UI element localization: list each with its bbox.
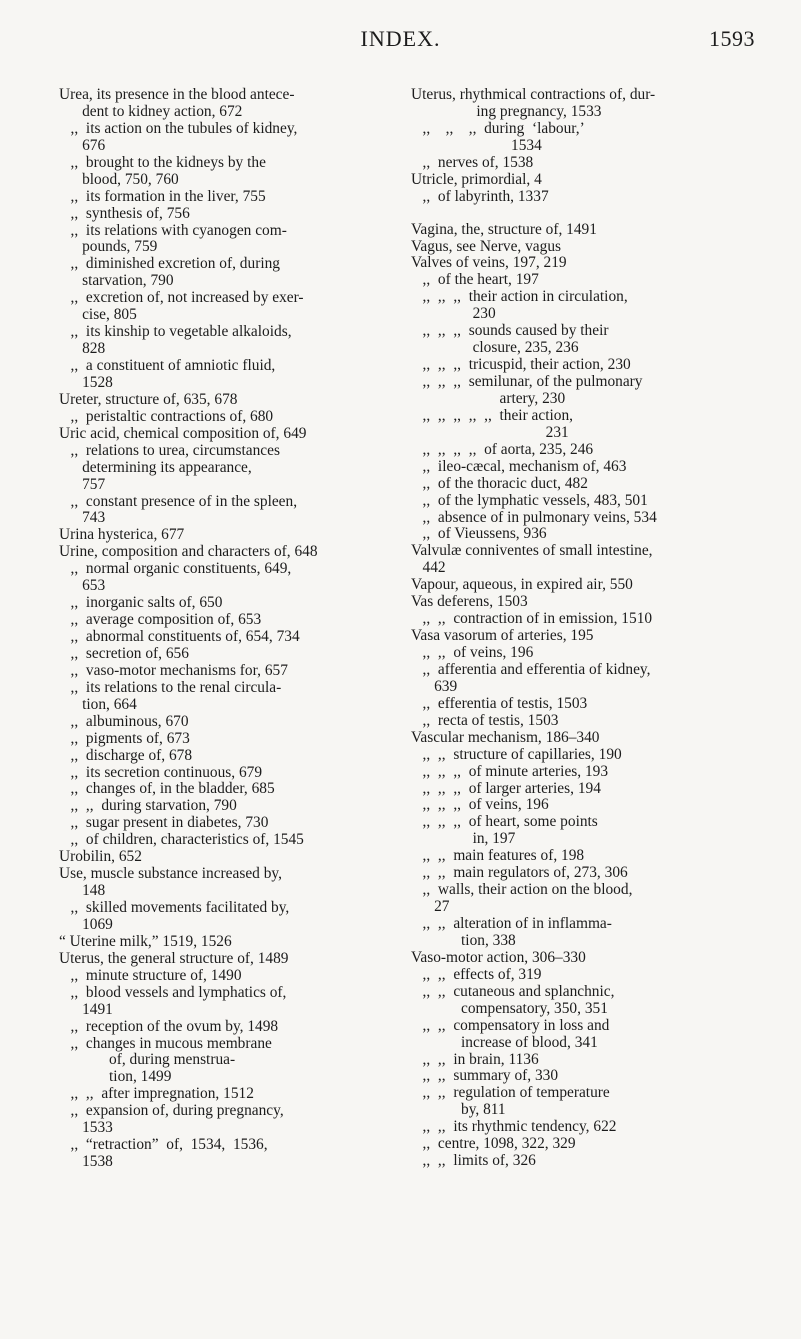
index-entry-line: ,, centre, 1098, 322, 329	[411, 1135, 576, 1153]
index-entry-line: ,, relations to urea, circumstances	[59, 441, 280, 459]
index-entry-line: 230	[411, 305, 496, 323]
index-entry-line: Utricle, primordial, 4	[411, 170, 542, 188]
index-column-right	[411, 87, 745, 1170]
index-entry-line: 442	[411, 559, 446, 577]
index-entry-line: 1528	[59, 373, 113, 391]
index-entry-line: ,, its relations with cyanogen com-	[59, 221, 287, 239]
index-entry-line: 1491	[59, 1000, 113, 1018]
index-entry-line: ,, its secretion continuous, 679	[59, 763, 263, 781]
index-entry-line: 1533	[59, 1119, 113, 1137]
index-entry-line: ,, its relations to the renal circula-	[59, 678, 282, 696]
index-entry-line: ,, ,, ,, of heart, some points	[411, 813, 598, 831]
index-entry-line: dent to kidney action, 672	[59, 102, 243, 120]
index-entry-line: ,, ,, ,, ,, of aorta, 235, 246	[411, 440, 594, 458]
index-entry-line: Urina hysterica, 677	[59, 526, 185, 544]
index-entry-line: ,, ,, of veins, 196	[411, 644, 534, 661]
index-entry-line: ,, diminished excretion of, during	[59, 255, 280, 273]
index-entry-line: ,, abnormal constituents of, 654, 734	[59, 628, 300, 645]
index-entry-line: ,, albuminous, 670	[59, 712, 189, 730]
index-entry-line: ,, ,, contraction of in emission, 1510	[411, 610, 653, 628]
index-entry-line: Vapour, aqueous, in expired air, 550	[411, 576, 633, 594]
index-entry-line	[411, 206, 745, 222]
index-entry-line: tion, 338	[411, 931, 516, 949]
index-entry-line: ,, its action on the tubules of kidney,	[59, 119, 298, 137]
index-entry-line: Urobilin, 652	[59, 848, 142, 866]
index-entry-line: ,, ,, ,, sounds caused by their	[411, 322, 609, 340]
index-entry-line: ,, ,, during starvation, 790	[59, 797, 237, 815]
index-entry-line: tion, 664	[59, 695, 137, 713]
index-entry-line: Ureter, structure of, 635, 678	[59, 390, 238, 408]
index-entry-line: Vascular mechanism, 186–340	[411, 728, 600, 746]
index-entry-line: ,, ,, effects of, 319	[411, 965, 542, 983]
index-entry-line: ,, minute structure of, 1490	[59, 966, 242, 984]
index-entry-line: 639	[411, 677, 458, 695]
index-entry-line: ,, ,, ,, during ‘labour,’	[411, 119, 585, 137]
index-entry-line: ,, ,, alteration of in inflamma-	[411, 915, 612, 932]
index-entry-line: ,, walls, their action on the blood,	[411, 881, 633, 899]
index-entry-line: 653	[59, 577, 106, 595]
index-entry-line: ,, pigments of, 673	[59, 729, 190, 747]
index-entry-line: ,, ,, ,, their action in circulation,	[411, 288, 628, 306]
index-entry-line: Valvulæ conniventes of small intestine,	[411, 542, 653, 560]
index-entry-line: ,, of the thoracic duct, 482	[411, 474, 588, 492]
index-entry-line: by, 811	[411, 1101, 506, 1119]
index-entry-line: ,, brought to the kidneys by the	[59, 153, 266, 171]
page-number: 1593	[709, 26, 755, 51]
index-entry-line: 1069	[59, 915, 113, 933]
index-entry-line: tion, 1499	[59, 1068, 172, 1086]
index-entry-line: ,, synthesis of, 756	[59, 204, 190, 222]
index-entry-line: 757	[59, 475, 106, 493]
index-entry-line: 743	[59, 509, 106, 527]
index-entry-line: ,, skilled movements facilitated by,	[59, 899, 290, 916]
index-entry-line: compensatory, 350, 351	[411, 999, 608, 1017]
index-entry-line: Uterus, the general structure of, 1489	[59, 949, 289, 967]
index-entry-line: determining its appearance,	[59, 458, 252, 476]
index-entry-line: ,, ,, regulation of temperature	[411, 1084, 610, 1102]
index-entry-line: ,, of the lymphatic vessels, 483, 501	[411, 491, 648, 509]
index-entry-line: ,, ,, cutaneous and splanchnic,	[411, 982, 615, 1000]
index-entry-line: ,, afferentia and efferentia of kidney,	[411, 660, 651, 678]
index-entry-line: ,, reception of the ovum by, 1498	[59, 1017, 279, 1035]
index-entry-line: ,, ,, compensatory in loss and	[411, 1016, 610, 1034]
index-entry-line: ,, vaso-motor mechanisms for, 657	[59, 661, 288, 679]
index-entry-line: ,, ,, in brain, 1136	[411, 1050, 539, 1068]
index-entry-line: 27	[411, 898, 450, 916]
index-entry-line: Vagus, see Nerve, vagus	[411, 237, 562, 255]
index-entry-line: ,, ,, ,, ,, ,, their action,	[411, 406, 573, 424]
index-entry-line: ,, changes in mucous membrane	[59, 1034, 272, 1052]
index-entry-line: Uric acid, chemical composition of, 649	[59, 424, 307, 442]
index-entry-line: ,, sugar present in diabetes, 730	[59, 814, 269, 832]
index-entry-line: ,, ,, summary of, 330	[411, 1067, 559, 1085]
index-entry-line: ,, changes of, in the bladder, 685	[59, 780, 275, 798]
index-entry-line: ,, ,, after impregnation, 1512	[59, 1085, 254, 1103]
index-entry-line: artery, 230	[411, 389, 566, 407]
index-entry-line: increase of blood, 341	[411, 1033, 598, 1051]
index-entry-line: ,, ,, ,, tricuspid, their action, 230	[411, 356, 631, 374]
index-entry-line: Vagina, the, structure of, 1491	[411, 220, 597, 238]
index-entry-line: ,, “retraction” of, 1534, 1536,	[59, 1136, 268, 1154]
index-entry-line: Vasa vasorum of arteries, 195	[411, 627, 594, 645]
index-entry-line: closure, 235, 236	[411, 339, 579, 357]
index-entry-line: ,, ileo-cæcal, mechanism of, 463	[411, 457, 627, 475]
index-entry-line: ,, ,, structure of capillaries, 190	[411, 745, 622, 763]
index-entry-line: ,, a constituent of amniotic fluid,	[59, 357, 276, 374]
index-entry-line: 676	[59, 136, 106, 154]
index-entry-line: 1538	[59, 1153, 113, 1171]
index-entry-line: ,, ,, ,, of larger arteries, 194	[411, 779, 601, 797]
index-entry-line: of, during menstrua-	[59, 1051, 236, 1069]
index-entry-line: pounds, 759	[59, 238, 158, 256]
index-entry-line: Uterus, rhythmical contractions of, dur-	[411, 86, 656, 103]
index-entry-line: ,, its formation in the liver, 755	[59, 187, 266, 205]
index-entry-line: Vas deferens, 1503	[411, 593, 528, 611]
index-entry-line: ,, ,, main features of, 198	[411, 847, 585, 865]
index-entry-line: ,, ,, limits of, 326	[411, 1152, 536, 1170]
index-entry-line: Urine, composition and characters of, 648	[59, 543, 318, 561]
index-entry-line: ,, recta of testis, 1503	[411, 711, 559, 729]
index-entry-line: in, 197	[411, 830, 516, 848]
index-entry-line: Valves of veins, 197, 219	[411, 254, 567, 272]
index-entry-line: ing pregnancy, 1533	[411, 102, 602, 120]
index-entry-line: starvation, 790	[59, 272, 174, 290]
index-entry-line: ,, constant presence of in the spleen,	[59, 492, 298, 510]
index-entry-line: ,, ,, main regulators of, 273, 306	[411, 864, 628, 882]
index-entry-line: ,, peristaltic contractions of, 680	[59, 407, 274, 425]
index-entry-line: ,, ,, ,, of veins, 196	[411, 796, 549, 814]
index-entry-line: ,, absence of in pulmonary veins, 534	[411, 508, 657, 526]
index-entry-line: ,, its kinship to vegetable alkaloids,	[59, 323, 292, 341]
index-entry-line: ,, normal organic constituents, 649,	[59, 560, 292, 578]
page-title: INDEX.	[360, 26, 441, 51]
index-entry-line: ,, of children, characteristics of, 1545	[59, 831, 304, 849]
index-entry-line: ,, expansion of, during pregnancy,	[59, 1102, 284, 1120]
index-entry-line: ,, ,, its rhythmic tendency, 622	[411, 1118, 617, 1136]
index-entry-line: blood, 750, 760	[59, 170, 179, 188]
index-entry-line: ,, secretion of, 656	[59, 644, 189, 662]
index-entry-line: 231	[411, 423, 569, 441]
index-entry-line: ,, efferentia of testis, 1503	[411, 694, 588, 712]
index-entry-line: ,, of labyrinth, 1337	[411, 187, 549, 205]
index-entry-line: ,, blood vessels and lymphatics of,	[59, 983, 287, 1001]
index-entry-line: ,, nerves of, 1538	[411, 153, 534, 171]
index-entry-line: Urea, its presence in the blood antece-	[59, 86, 295, 103]
index-entry-line: ,, discharge of, 678	[59, 746, 193, 764]
index-entry-line: “ Uterine milk,” 1519, 1526	[59, 932, 232, 950]
index-entry-line: ,, ,, ,, semilunar, of the pulmonary	[411, 373, 643, 390]
index-entry-line: ,, ,, ,, of minute arteries, 193	[411, 762, 609, 780]
index-entry-line: 148	[59, 882, 106, 900]
index-entry-line: cise, 805	[59, 306, 137, 324]
index-entry-line: ,, excretion of, not increased by exer-	[59, 289, 304, 307]
index-entry-line: Use, muscle substance increased by,	[59, 865, 282, 883]
index-entry-line: 828	[59, 340, 106, 358]
index-entry-line: ,, of the heart, 197	[411, 271, 539, 289]
page-header	[0, 26, 801, 54]
index-entry-line: 1534	[411, 136, 542, 154]
index-entry-line: ,, average composition of, 653	[59, 611, 262, 629]
index-entry-line: Vaso-motor action, 306–330	[411, 948, 586, 966]
index-column-left	[59, 87, 387, 1171]
index-entry-line: ,, of Vieussens, 936	[411, 525, 547, 543]
index-entry-line: ,, inorganic salts of, 650	[59, 594, 223, 612]
